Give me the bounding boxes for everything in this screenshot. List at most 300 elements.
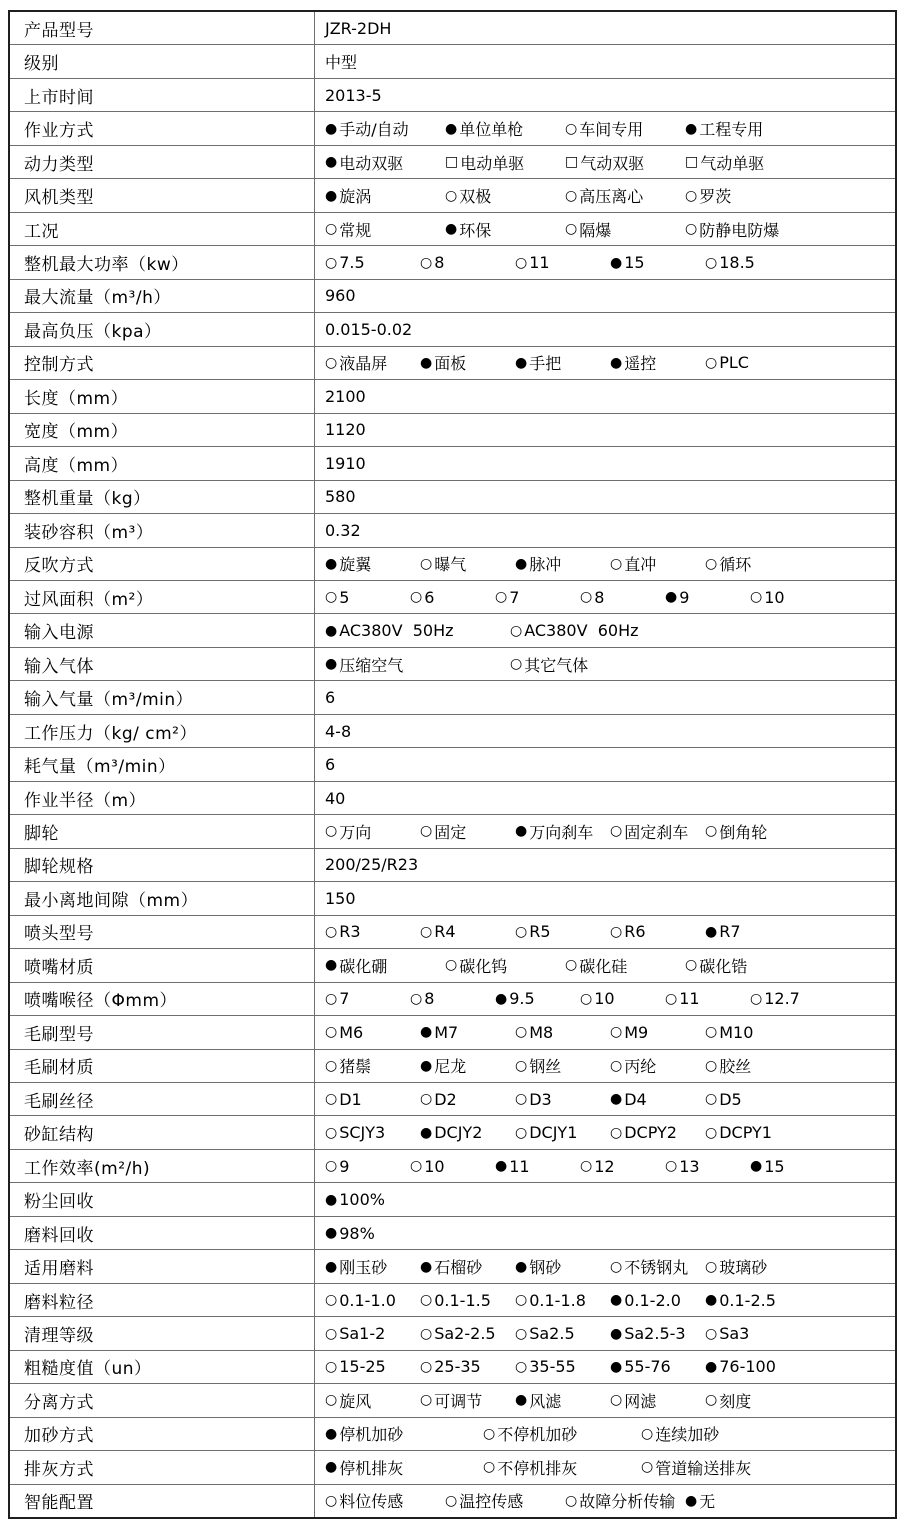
spec-value	[315, 79, 895, 111]
spec-option	[565, 117, 685, 140]
radio-empty-icon: ○	[515, 1091, 528, 1108]
table-row	[10, 1383, 895, 1416]
table-row	[10, 580, 895, 613]
radio-filled-icon: ●	[325, 1225, 338, 1242]
radio-empty-icon: ○	[580, 589, 593, 606]
radio-filled-icon: ●	[325, 957, 338, 974]
option-label: 面板	[434, 354, 467, 374]
spec-option	[325, 1422, 483, 1445]
radio-empty-icon: ○	[325, 221, 338, 238]
option-label: 环保	[459, 220, 492, 240]
spec-option	[325, 621, 510, 640]
table-row	[10, 346, 895, 379]
spec-option	[565, 1489, 685, 1512]
option-label: 13	[679, 1156, 700, 1176]
radio-empty-icon: ○	[325, 1091, 338, 1108]
spec-option	[420, 820, 515, 843]
spec-value	[315, 1217, 895, 1249]
radio-empty-icon: ○	[325, 1024, 338, 1041]
spec-option	[610, 253, 705, 272]
radio-filled-icon: ●	[685, 1492, 698, 1509]
radio-empty-icon: ○	[515, 923, 528, 940]
spec-label: 工作效率(m²/h)	[10, 1150, 315, 1182]
spec-option	[515, 922, 610, 941]
table-row	[10, 781, 895, 814]
option-label: 0.1-1.5	[434, 1290, 491, 1310]
spec-label: 最高负压（kpa）	[10, 313, 315, 345]
radio-empty-icon: ○	[515, 254, 528, 271]
spec-option	[325, 1255, 420, 1278]
spec-value	[315, 581, 895, 613]
radio-empty-icon: ○	[325, 1292, 338, 1309]
spec-label: 分离方式	[10, 1384, 315, 1416]
radio-empty-icon: ○	[610, 1024, 623, 1041]
option-label: 风滤	[529, 1391, 562, 1411]
option-label: 胶丝	[719, 1057, 752, 1077]
radio-empty-icon: ○	[420, 1358, 433, 1375]
spec-value	[315, 715, 895, 747]
spec-label: 脚轮	[10, 815, 315, 847]
spec-option	[445, 151, 565, 174]
option-label: 10	[594, 989, 615, 1009]
radio-empty-icon: ○	[420, 823, 433, 840]
option-label: 万向	[339, 822, 372, 842]
radio-filled-icon: ●	[750, 1158, 763, 1175]
spec-option	[420, 351, 515, 374]
spec-option	[325, 1123, 420, 1142]
spec-value	[315, 1351, 895, 1383]
option-label: R7	[719, 922, 741, 942]
option-label: 无	[699, 1492, 716, 1512]
spec-value	[315, 1317, 895, 1349]
spec-option	[610, 1389, 705, 1412]
spec-option	[610, 1357, 705, 1376]
radio-empty-icon: ○	[325, 1325, 338, 1342]
radio-filled-icon: ●	[495, 990, 508, 1007]
table-row	[10, 145, 895, 178]
option-label: 8	[434, 253, 445, 273]
spec-option	[665, 989, 750, 1008]
option-label: 10	[424, 1156, 445, 1176]
spec-option	[515, 351, 610, 374]
spec-label: 过风面积（m²）	[10, 581, 315, 613]
spec-value	[315, 280, 895, 312]
spec-option	[515, 552, 610, 575]
spec-option	[580, 989, 665, 1008]
option-label: 固定刹车	[624, 822, 689, 842]
spec-option	[705, 253, 800, 272]
option-label: 直冲	[624, 555, 657, 575]
spec-label: 毛刷型号	[10, 1016, 315, 1048]
option-label: 管道输送排灰	[655, 1458, 752, 1478]
spec-text: 1120	[325, 420, 366, 440]
radio-empty-icon: ○	[705, 1325, 718, 1342]
option-label: 76-100	[719, 1357, 776, 1377]
option-label: 0.1-1.0	[339, 1290, 396, 1310]
spec-label: 加砂方式	[10, 1418, 315, 1450]
spec-option	[705, 1123, 800, 1142]
option-label: 15	[764, 1156, 785, 1176]
spec-value	[315, 1418, 895, 1450]
radio-filled-icon: ●	[610, 1358, 623, 1375]
spec-text: 200/25/R23	[325, 855, 419, 875]
radio-empty-icon: ○	[705, 254, 718, 271]
spec-option	[420, 1054, 515, 1077]
option-label: 停机排灰	[339, 1458, 404, 1478]
option-label: 罗茨	[699, 187, 732, 207]
spec-label: 最大流量（m³/h）	[10, 280, 315, 312]
spec-option	[495, 1157, 580, 1176]
table-row	[10, 1417, 895, 1450]
spec-option	[515, 1357, 610, 1376]
spec-value	[315, 1116, 895, 1148]
option-label: 碳化硼	[339, 956, 388, 976]
spec-label: 喷嘴喉径（Φmm）	[10, 983, 315, 1015]
spec-option	[705, 1023, 800, 1042]
spec-option	[610, 922, 705, 941]
spec-label: 清理等级	[10, 1317, 315, 1349]
spec-value	[315, 849, 895, 881]
spec-option	[325, 1023, 420, 1042]
spec-value	[315, 146, 895, 178]
option-label: 工程专用	[699, 120, 764, 140]
radio-empty-icon: ○	[420, 1091, 433, 1108]
spec-option	[325, 1489, 445, 1512]
option-label: 碳化钨	[459, 956, 508, 976]
radio-empty-icon: ○	[685, 957, 698, 974]
radio-empty-icon: ○	[420, 254, 433, 271]
radio-empty-icon: ○	[420, 555, 433, 572]
radio-empty-icon: ○	[410, 1158, 423, 1175]
option-label: 25-35	[434, 1357, 481, 1377]
radio-filled-icon: ●	[515, 1258, 528, 1275]
radio-empty-icon: ○	[580, 1158, 593, 1175]
spec-option	[515, 1255, 610, 1278]
table-row	[10, 547, 895, 580]
radio-empty-icon: ○	[445, 957, 458, 974]
spec-option	[565, 184, 685, 207]
spec-option	[483, 1456, 641, 1479]
option-label: 料位传感	[339, 1492, 404, 1512]
option-label: 单位单枪	[459, 120, 524, 140]
checkbox-empty-icon: □	[445, 154, 459, 171]
radio-empty-icon: ○	[705, 1392, 718, 1409]
table-row	[10, 613, 895, 646]
option-label: 压缩空气	[339, 655, 404, 675]
spec-label: 反吹方式	[10, 548, 315, 580]
spec-option	[325, 1090, 420, 1109]
option-label: 11	[679, 989, 700, 1009]
spec-label: 宽度（mm）	[10, 414, 315, 446]
table-row	[10, 446, 895, 479]
product-spec-table	[8, 10, 897, 1519]
radio-filled-icon: ●	[420, 1024, 433, 1041]
option-label: R4	[434, 922, 456, 942]
option-label: 故障分析传输	[579, 1492, 676, 1512]
spec-option	[610, 351, 705, 374]
spec-option	[325, 151, 445, 174]
radio-empty-icon: ○	[565, 221, 578, 238]
radio-empty-icon: ○	[610, 555, 623, 572]
option-label: 不停机排灰	[497, 1458, 578, 1478]
option-label: 10	[764, 587, 785, 607]
spec-text: 960	[325, 286, 356, 306]
spec-option	[420, 253, 515, 272]
spec-option	[420, 1324, 515, 1343]
spec-label: 整机最大功率（kw）	[10, 246, 315, 278]
spec-value	[315, 414, 895, 446]
table-row	[10, 1082, 895, 1115]
checkbox-empty-icon: □	[565, 154, 579, 171]
radio-filled-icon: ●	[325, 1425, 338, 1442]
spec-value	[315, 983, 895, 1015]
radio-empty-icon: ○	[705, 354, 718, 371]
option-label: 刻度	[719, 1391, 752, 1411]
radio-empty-icon: ○	[410, 990, 423, 1007]
spec-option	[580, 588, 665, 607]
spec-option	[705, 1054, 800, 1077]
spec-value	[315, 1183, 895, 1215]
table-row	[10, 513, 895, 546]
spec-option	[420, 1389, 515, 1412]
option-label: PLC	[719, 353, 749, 373]
spec-label: 长度（mm）	[10, 380, 315, 412]
option-label: 9.5	[509, 989, 535, 1009]
option-label: 丙纶	[624, 1057, 657, 1077]
spec-option	[610, 1054, 705, 1077]
option-label: 旋涡	[339, 187, 372, 207]
spec-label: 工作压力（kg/ cm²）	[10, 715, 315, 747]
spec-label: 脚轮规格	[10, 849, 315, 881]
radio-filled-icon: ●	[515, 354, 528, 371]
radio-filled-icon: ●	[610, 1292, 623, 1309]
radio-filled-icon: ●	[325, 622, 338, 639]
spec-value	[315, 1050, 895, 1082]
table-row	[10, 111, 895, 144]
spec-label: 砂缸结构	[10, 1116, 315, 1148]
option-label: 常规	[339, 220, 372, 240]
option-label: M9	[624, 1022, 649, 1042]
spec-label: 喷嘴材质	[10, 949, 315, 981]
spec-value	[315, 614, 895, 646]
option-label: 旋翼	[339, 555, 372, 575]
table-row	[10, 1249, 895, 1282]
spec-option	[410, 588, 495, 607]
spec-option	[641, 1422, 799, 1445]
spec-label: 控制方式	[10, 347, 315, 379]
radio-filled-icon: ●	[325, 1191, 338, 1208]
radio-empty-icon: ○	[420, 923, 433, 940]
spec-option	[325, 552, 420, 575]
spec-value	[315, 179, 895, 211]
spec-label: 产品型号	[10, 12, 315, 44]
radio-filled-icon: ●	[325, 656, 338, 673]
option-label: 100%	[339, 1190, 385, 1210]
radio-empty-icon: ○	[325, 1358, 338, 1375]
option-label: DCJY1	[529, 1123, 578, 1143]
radio-empty-icon: ○	[495, 589, 508, 606]
option-label: 6	[424, 587, 435, 607]
spec-value	[315, 481, 895, 513]
option-label: 气动单驱	[700, 153, 765, 173]
spec-option	[325, 1324, 420, 1343]
spec-text: 4-8	[325, 721, 352, 741]
option-label: 9	[339, 1156, 350, 1176]
spec-value	[315, 648, 895, 680]
spec-option	[750, 1157, 835, 1176]
option-label: 9	[679, 587, 690, 607]
spec-option	[665, 588, 750, 607]
option-label: 11	[509, 1156, 530, 1176]
spec-option	[705, 820, 800, 843]
radio-empty-icon: ○	[325, 923, 338, 940]
spec-value	[315, 882, 895, 914]
spec-label: 粉尘回收	[10, 1183, 315, 1215]
spec-label: 风机类型	[10, 179, 315, 211]
option-label: D3	[529, 1089, 552, 1109]
spec-option	[510, 653, 695, 676]
spec-value	[315, 313, 895, 345]
radio-empty-icon: ○	[705, 1091, 718, 1108]
table-row	[10, 480, 895, 513]
option-label: 5	[339, 587, 350, 607]
spec-value	[315, 447, 895, 479]
spec-value	[315, 1150, 895, 1182]
radio-empty-icon: ○	[420, 1392, 433, 1409]
option-label: 双极	[459, 187, 492, 207]
radio-empty-icon: ○	[610, 823, 623, 840]
radio-empty-icon: ○	[750, 589, 763, 606]
radio-filled-icon: ●	[445, 221, 458, 238]
spec-value	[315, 548, 895, 580]
checkbox-empty-icon: □	[685, 154, 699, 171]
option-label: Sa2.5-3	[624, 1324, 686, 1344]
spec-option	[420, 1123, 515, 1142]
option-label: 不停机加砂	[497, 1425, 578, 1445]
spec-option	[515, 820, 610, 843]
spec-option	[420, 1291, 515, 1310]
spec-value	[315, 782, 895, 814]
table-row	[10, 1283, 895, 1316]
option-label: 35-55	[529, 1357, 576, 1377]
option-label: 倒角轮	[719, 822, 768, 842]
table-row	[10, 78, 895, 111]
spec-value	[315, 916, 895, 948]
spec-value	[315, 1016, 895, 1048]
spec-option	[325, 954, 445, 977]
option-label: 连续加砂	[655, 1425, 720, 1445]
spec-option	[510, 621, 695, 640]
option-label: 可调节	[434, 1391, 483, 1411]
option-label: D1	[339, 1089, 362, 1109]
option-label: 万向刹车	[529, 822, 594, 842]
option-label: 手动/自动	[339, 120, 409, 140]
spec-option	[685, 117, 805, 140]
spec-label: 粗糙度值（un）	[10, 1351, 315, 1383]
table-row	[10, 1216, 895, 1249]
option-label: 车间专用	[579, 120, 644, 140]
option-label: 脉冲	[529, 555, 562, 575]
spec-option	[610, 820, 705, 843]
table-row	[10, 379, 895, 412]
option-label: SCJY3	[339, 1123, 386, 1143]
option-label: DCJY2	[434, 1123, 483, 1143]
radio-empty-icon: ○	[665, 1158, 678, 1175]
option-label: 15-25	[339, 1357, 386, 1377]
spec-option	[325, 253, 420, 272]
radio-empty-icon: ○	[565, 1492, 578, 1509]
spec-option	[610, 1090, 705, 1109]
spec-text: 中型	[325, 53, 358, 73]
spec-option	[325, 218, 445, 241]
spec-option	[705, 552, 800, 575]
spec-option	[445, 954, 565, 977]
option-label: M8	[529, 1022, 554, 1042]
spec-option	[685, 184, 805, 207]
spec-value	[315, 748, 895, 780]
table-row	[10, 1316, 895, 1349]
option-label: 隔爆	[579, 220, 612, 240]
spec-option	[410, 989, 495, 1008]
option-label: D5	[719, 1089, 742, 1109]
option-label: 碳化硅	[579, 956, 628, 976]
spec-option	[705, 922, 800, 941]
table-row	[10, 1484, 895, 1517]
spec-option	[515, 1291, 610, 1310]
table-row	[10, 948, 895, 981]
spec-label: 输入气体	[10, 648, 315, 680]
table-row	[10, 212, 895, 245]
radio-empty-icon: ○	[750, 990, 763, 1007]
spec-option	[515, 253, 610, 272]
radio-empty-icon: ○	[325, 823, 338, 840]
option-label: 尼龙	[434, 1057, 467, 1077]
spec-option	[610, 1291, 705, 1310]
radio-empty-icon: ○	[705, 1258, 718, 1275]
radio-empty-icon: ○	[510, 622, 523, 639]
option-label: 8	[424, 989, 435, 1009]
spec-option	[325, 1389, 420, 1412]
option-label: 不锈钢丸	[624, 1258, 689, 1278]
radio-filled-icon: ●	[325, 1459, 338, 1476]
spec-label: 作业方式	[10, 112, 315, 144]
option-label: 11	[529, 253, 550, 273]
spec-option	[750, 989, 835, 1008]
spec-option	[420, 1357, 515, 1376]
radio-empty-icon: ○	[325, 354, 338, 371]
spec-label: 磨料粒径	[10, 1284, 315, 1316]
spec-option	[705, 353, 800, 372]
option-label: AC380V 60Hz	[524, 621, 639, 641]
spec-value	[315, 12, 895, 44]
spec-option	[610, 1255, 705, 1278]
spec-label: 毛刷材质	[10, 1050, 315, 1082]
spec-option	[641, 1456, 799, 1479]
radio-filled-icon: ●	[610, 254, 623, 271]
option-label: 防静电防爆	[699, 220, 780, 240]
option-label: 7	[339, 989, 350, 1009]
option-label: 12.7	[764, 989, 800, 1009]
spec-option	[420, 1090, 515, 1109]
spec-text: 1910	[325, 453, 366, 473]
radio-empty-icon: ○	[445, 1492, 458, 1509]
table-row	[10, 245, 895, 278]
spec-label: 动力类型	[10, 146, 315, 178]
option-label: 曝气	[434, 555, 467, 575]
radio-empty-icon: ○	[325, 1392, 338, 1409]
radio-empty-icon: ○	[665, 990, 678, 1007]
option-label: 网滤	[624, 1391, 657, 1411]
